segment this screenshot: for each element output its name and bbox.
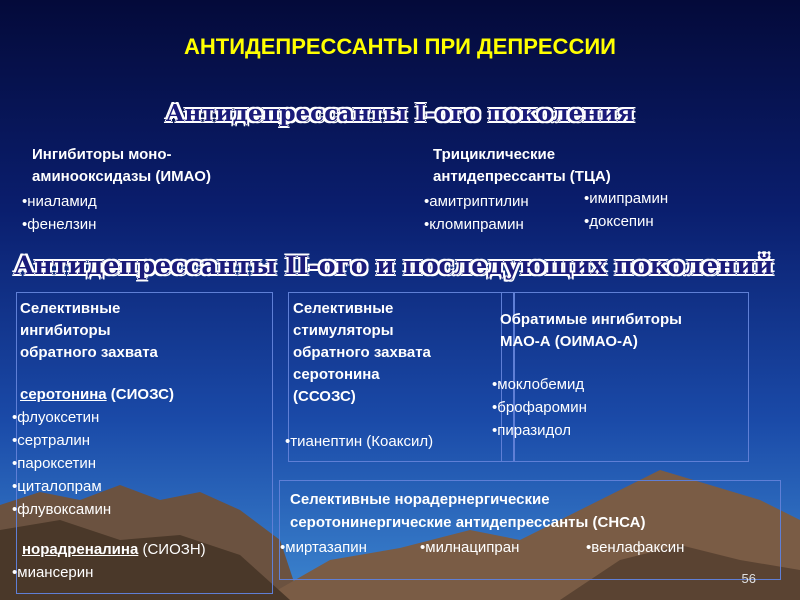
snri-item: • миансерин	[12, 562, 93, 584]
ssri-item: • пароксетин	[12, 453, 96, 475]
snsa-item: • миртазапин	[280, 537, 367, 559]
tca-item: • кломипрамин	[424, 214, 524, 236]
snsa-heading-line1: Селективные норадернергические	[290, 491, 550, 508]
sssri-heading-line4: серотонина	[293, 366, 380, 383]
snri-label	[22, 539, 206, 561]
snsa-item: • венлафаксин	[586, 537, 684, 559]
rima-heading-line1: Обратимые ингибиторы	[500, 311, 682, 328]
tca-heading-line2: антидепрессанты (ТЦА)	[433, 168, 611, 185]
rima-item: • пиразидол	[492, 420, 571, 442]
ssri-item: • сертралин	[12, 430, 90, 452]
sssri-heading-line1: Селективные	[293, 300, 394, 317]
ssri-serotonin-label	[20, 384, 174, 406]
sssri-item: • тианептин (Коаксил)	[285, 431, 433, 453]
imao-heading-line1: Ингибиторы моно-	[32, 146, 172, 163]
snsa-item: • милнаципран	[420, 537, 519, 559]
tca-item: • амитриптилин	[424, 191, 529, 213]
sssri-heading-line5: (ССОЗС)	[293, 388, 356, 405]
ssri-abbr: (СИОЗС)	[106, 386, 174, 403]
ssri-item: • флувоксамин	[12, 499, 111, 521]
sssri-heading-line3: обратного захвата	[293, 344, 431, 361]
tca-item: • доксепин	[584, 211, 654, 233]
page-number: 56	[741, 571, 756, 586]
ssri-heading-line2: ингибиторы	[20, 322, 111, 339]
ssri-heading-line3: обратного захвата	[20, 344, 158, 361]
ssri-heading-line1: Селективные	[20, 300, 121, 317]
snsa-heading-line2: серотонинергические антидепрессанты (СНСА)	[290, 514, 646, 531]
slide-title: АНТИДЕПРЕССАНТЫ ПРИ ДЕПРЕССИИ	[184, 34, 616, 59]
rima-item: • моклобемид	[492, 374, 584, 396]
ssri-item: • флуоксетин	[12, 407, 99, 429]
noradrenaline-word: норадреналина	[22, 541, 139, 558]
snri-abbr: (СИОЗН)	[138, 541, 206, 558]
rima-heading-line2: МАО-А (ОИМАО-А)	[500, 333, 638, 350]
tca-heading-line1: Трициклические	[433, 146, 556, 163]
rima-item: • брофаромин	[492, 397, 587, 419]
imao-item: • фенелзин	[22, 214, 96, 236]
imao-item: • ниаламид	[22, 191, 97, 213]
serotonin-word: серотонина	[20, 386, 107, 403]
sssri-heading-line2: стимуляторы	[293, 322, 394, 339]
tca-item: • имипрамин	[584, 188, 668, 210]
generation-2-heading: Антидепрессанты II-ого и последующих поколений	[14, 251, 774, 280]
imao-heading-line2: аминооксидазы (ИМАО)	[32, 168, 211, 185]
generation-1-heading: Антидепрессанты I-ого поколения	[165, 100, 635, 127]
ssri-item: • циталопрам	[12, 476, 102, 498]
